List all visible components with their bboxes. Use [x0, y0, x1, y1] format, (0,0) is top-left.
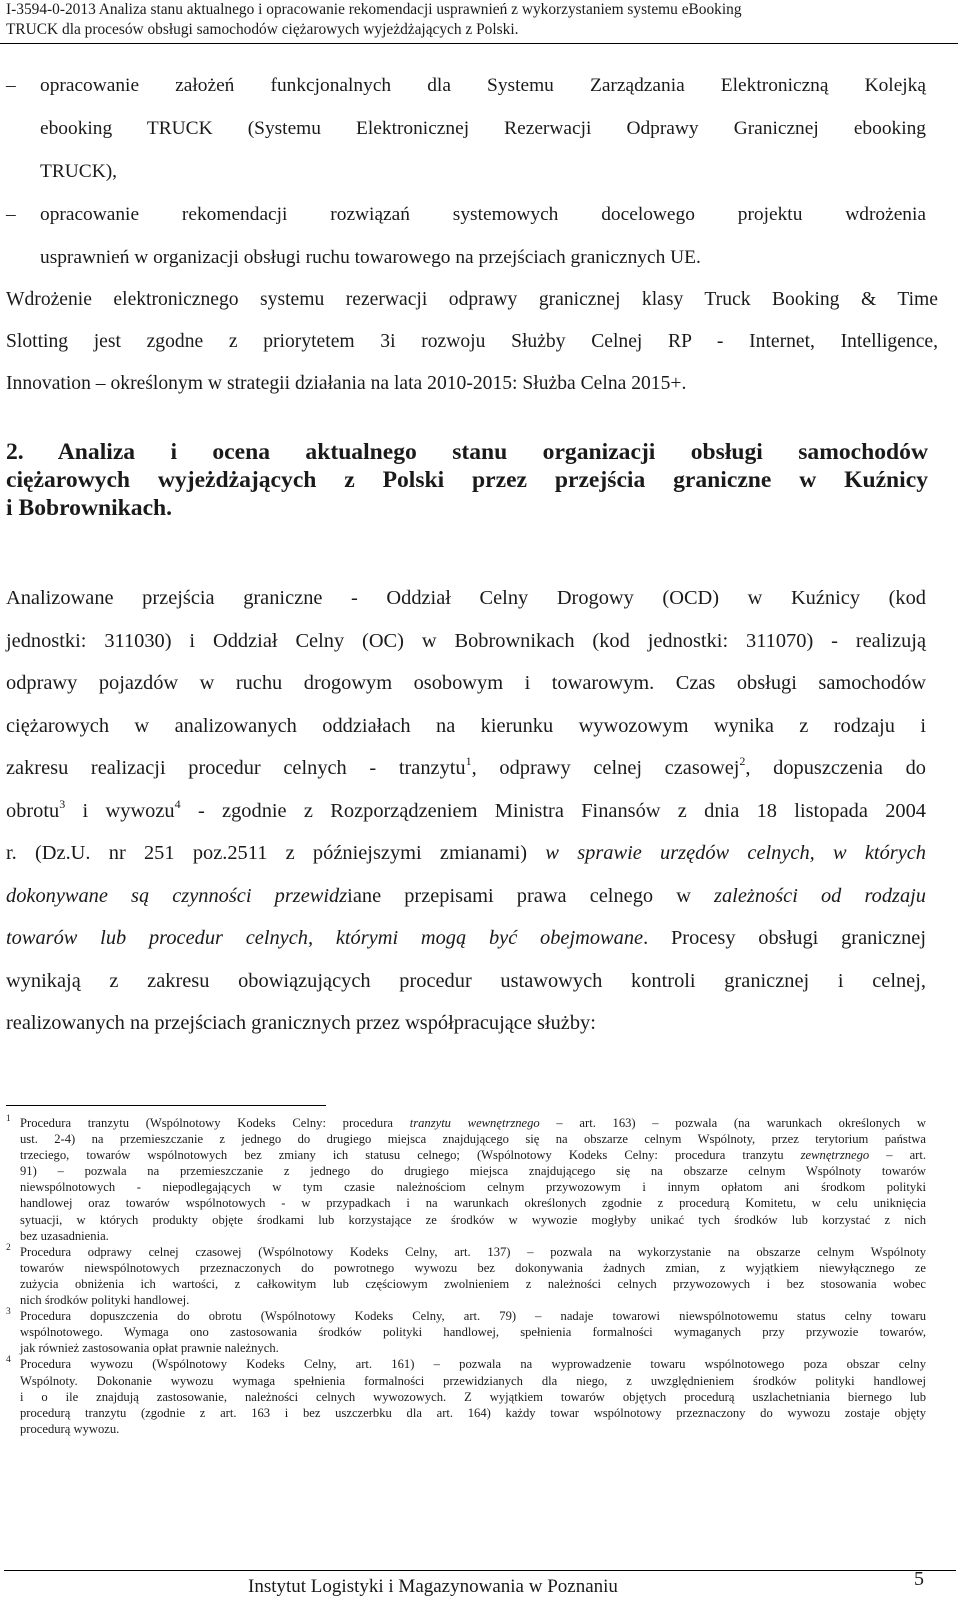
bullet-item-1 — [6, 64, 926, 193]
footnote-line: towarów niewspólnotowych przeznaczonych do powrotnego wywozu bez dokonywania żadnych zmian, z wyjątkiem niewyłącznego ze — [20, 1260, 926, 1275]
footnote-line: nich środków polityki handlowej. — [20, 1293, 190, 1308]
body-italic-text: w sprawie urzędów celnych, w których — [545, 842, 926, 864]
footnote-text: Procedura tranzytu (Wspólnotowy Kodeks Celny: procedura — [20, 1116, 410, 1130]
body-line-7 — [6, 832, 926, 875]
body-text: obrotu — [6, 799, 60, 822]
body-text: r. (Dz.U. nr 251 poz.2511 z późniejszymi zmianami) — [6, 842, 546, 864]
header-rule — [0, 43, 958, 44]
footnote-line: handlowej oraz towarów wspólnotowych - w przypadkach i na warunkach określonych zgodnie z procedurą Komitetu, w celu uniknięcia — [20, 1196, 926, 1211]
heading-line-1: 2. Analiza i ocena aktualnego stanu organizacji obsługi samochodów — [6, 439, 928, 465]
footnote-line: procedurą wywozu. — [20, 1421, 120, 1436]
footnote-number: 4 — [6, 1355, 11, 1366]
footnote-number: 2 — [6, 1242, 11, 1253]
footnote-1 — [6, 1115, 926, 1244]
body-text: iane przepisami prawa celnego w — [347, 884, 715, 907]
header-line-1: I-3594-0-2013 Analiza stanu aktualnego i opracowanie rekomendacji usprawnień z wykorzystaniem systemu eBooking — [6, 1, 742, 18]
body-line-4: ciężarowych w analizowanych oddziałach na kierunku wywozowym wynika z rodzaju i — [6, 714, 926, 737]
body-line-1: Analizowane przejścia graniczne - Oddział Celny Drogowy (OCD) w Kuźnicy (kod — [6, 587, 926, 609]
footnote-line: Procedura dopuszczenia do obrotu (Wspólnotowy Kodeks Celny, art. 79) – nadaje towarowi niewspólnotowemu status celny towaru — [20, 1309, 926, 1324]
body-italic-text: dokonywane są czynności przewidz — [6, 884, 348, 907]
paragraph-implementation — [6, 279, 938, 405]
footnote-3 — [6, 1308, 926, 1356]
footnote-number: 1 — [6, 1114, 11, 1124]
footnote-line: zużycia obniżenia ich wartości, z całkowitym lub częściowym zwolnieniem z należności celnych przywozowych i bez stosowania wobec — [20, 1276, 926, 1291]
footnote-line — [20, 1115, 926, 1131]
footnote-number: 3 — [6, 1307, 11, 1318]
footnote-2 — [6, 1244, 926, 1308]
bullet-1-line-2: ebooking TRUCK (Systemu Elektronicznej Rezerwacji Odprawy Granicznej ebooking — [40, 118, 926, 139]
footnote-ref-3[interactable]: 3 — [59, 796, 66, 811]
footnote-line: procedurą tranzytu (zgodnie z art. 163 i bez uszczerbku dla art. 164) każdy towar wspólnotowy przeznaczony do wywozu zostaje objęty — [20, 1405, 926, 1420]
footnote-italic-text: zewnętrznego — [800, 1148, 870, 1163]
footnote-line: 91) – pozwala na przemieszczanie z jednego do drugiego miejsca znajdującego się na obszarze celnym Wspólnoty towarów — [20, 1164, 926, 1179]
footnote-ref-2[interactable]: 2 — [739, 754, 746, 768]
footnote-4 — [6, 1356, 926, 1436]
footer-rule — [4, 1570, 956, 1571]
footnote-line: Procedura odprawy celnej czasowej (Wspólnotowy Kodeks Celny, art. 137) – pozwala na wykorzystanie na obszarze celnym Wspólnoty — [20, 1244, 926, 1259]
section-heading — [6, 438, 928, 522]
footnote-line: Procedura wywozu (Wspólnotowy Kodeks Celny, art. 161) – pozwala na wyprowadzenie towaru wspólnotowego poza obszar celny — [20, 1357, 926, 1372]
body-line-6 — [6, 790, 926, 833]
running-header — [6, 0, 946, 40]
paragraph-1-line-1: Wdrożenie elektronicznego systemu rezerwacji odprawy granicznej klasy Truck Booking & Time — [6, 289, 938, 310]
footnote-text: – art. 163) – pozwala (na warunkach określonych w — [539, 1116, 926, 1130]
body-line-11: realizowanych na przejściach granicznych przez współpracujące służby: — [6, 1012, 596, 1034]
footnote-ref-1[interactable]: 1 — [465, 754, 472, 768]
bullet-dash: – — [6, 204, 16, 225]
header-line-2: TRUCK dla procesów obsługi samochodów ciężarowych wyjeżdżających z Polski. — [6, 21, 519, 38]
footnote-line: sytuacji, w których produkty objęte środkami lub korzystające ze środków w wywozie mogłyby unikać tych środków lub korzystać z nich — [20, 1212, 926, 1227]
bullet-item-2 — [6, 193, 926, 279]
footnote-line: bez uzasadnienia. — [20, 1228, 109, 1243]
bullet-1-line-1: opracowanie założeń funkcjonalnych dla Systemu Zarządzania Elektroniczną Kolejką — [40, 75, 926, 96]
footnotes — [6, 1115, 926, 1437]
body-text: i wywozu — [65, 799, 175, 822]
footnote-text: – art. — [869, 1148, 926, 1163]
footnote-ref-4[interactable]: 4 — [174, 796, 181, 811]
body-line-5 — [6, 747, 926, 790]
body-text: zakresu realizacji procedur celnych - tranzytu — [6, 757, 466, 779]
footnote-italic-text: tranzytu wewnętrznego — [409, 1116, 540, 1130]
heading-line-3: i Bobrownikach. — [6, 495, 173, 521]
footnote-line: wspólnotowego. Wymaga ono zastosowania środków polityki handlowej, spełnienia formalności wymaganych przy przywozie towarów, — [20, 1325, 926, 1340]
bullet-2-line-1: opracowanie rekomendacji rozwiązań systemowych docelowego projektu wdrożenia — [40, 204, 926, 225]
footnote-line — [20, 1147, 926, 1163]
body-line-9 — [6, 917, 926, 960]
footer-institute: Instytut Logistyki i Magazynowania w Poznaniu — [248, 1576, 618, 1597]
body-line-2: jednostki: 311030) i Oddział Celny (OC) w Bobrownikach (kod jednostki: 311070) - realizują — [6, 629, 926, 652]
footnote-separator — [6, 1105, 326, 1106]
footnote-text: trzeciego, towarów wspólnotowych bez zmiany ich statusu celnego; (Wspólnotowy Kodeks Celny: procedura tranzytu — [20, 1148, 801, 1163]
footnote-line: ust. 2-4) na przemieszczanie z jednego do drugiego miejsca znajdującego się na obszarze celnym Wspólnoty, przez terytorium państwa — [20, 1132, 926, 1147]
footnote-line: i o ile znajdują zastosowanie, należności celnych wywozowych. Z wyjątkiem towarów objętych procedurą uszlachetniania biernego lub — [20, 1389, 926, 1404]
section-body — [6, 577, 926, 1045]
body-line-10: wynikają z zakresu obowiązujących procedur ustawowych kontroli granicznej i celnej, — [6, 969, 926, 992]
footnote-line: Wspólnoty. Dokonanie wywozu wymaga spełnienia formalności przewidzianych dla niego, z uwzględnieniem środków polityki handlowej — [20, 1373, 926, 1388]
paragraph-1-line-2: Slotting jest zgodne z priorytetem 3i rozwoju Służby Celnej RP - Internet, Intelligence, — [6, 331, 938, 352]
paragraph-1-line-3: Innovation – określonym w strategii działania na lata 2010-2015: Służba Celna 2015+. — [6, 373, 687, 394]
body-line-8 — [6, 875, 926, 918]
footnote-line: jak również zastosowania opłat prawnie należnych. — [20, 1341, 279, 1356]
bullet-1-line-3: TRUCK), — [40, 161, 118, 182]
heading-line-2: ciężarowych wyjeżdżających z Polski przez przejścia graniczne w Kuźnicy — [6, 467, 928, 493]
body-italic-text: zależności od rodzaju — [714, 884, 927, 907]
body-text: . Procesy obsługi granicznej — [643, 927, 926, 949]
footnote-line: niewspólnotowych - niepodlegających w tym czasie należnościom celnym przywozowym i innym opłatom ani środkom polityki — [20, 1180, 926, 1195]
body-line-3: odprawy pojazdów w ruchu drogowym osobowym i towarowym. Czas obsługi samochodów — [6, 672, 926, 694]
body-text: , dopuszczenia do — [745, 757, 927, 779]
page-number: 5 — [914, 1568, 924, 1590]
body-text: - zgodnie z Rozporządzeniem Ministra Finansów z dnia 18 listopada 2004 — [180, 799, 926, 822]
bullet-2-line-2: usprawnień w organizacji obsługi ruchu towarowego na przejściach granicznych UE. — [40, 247, 701, 268]
body-italic-text: towarów lub procedur celnych, którymi mogą być obejmowane — [6, 927, 644, 949]
body-text: , odprawy celnej czasowej — [471, 757, 740, 779]
bullet-dash: – — [6, 75, 16, 96]
